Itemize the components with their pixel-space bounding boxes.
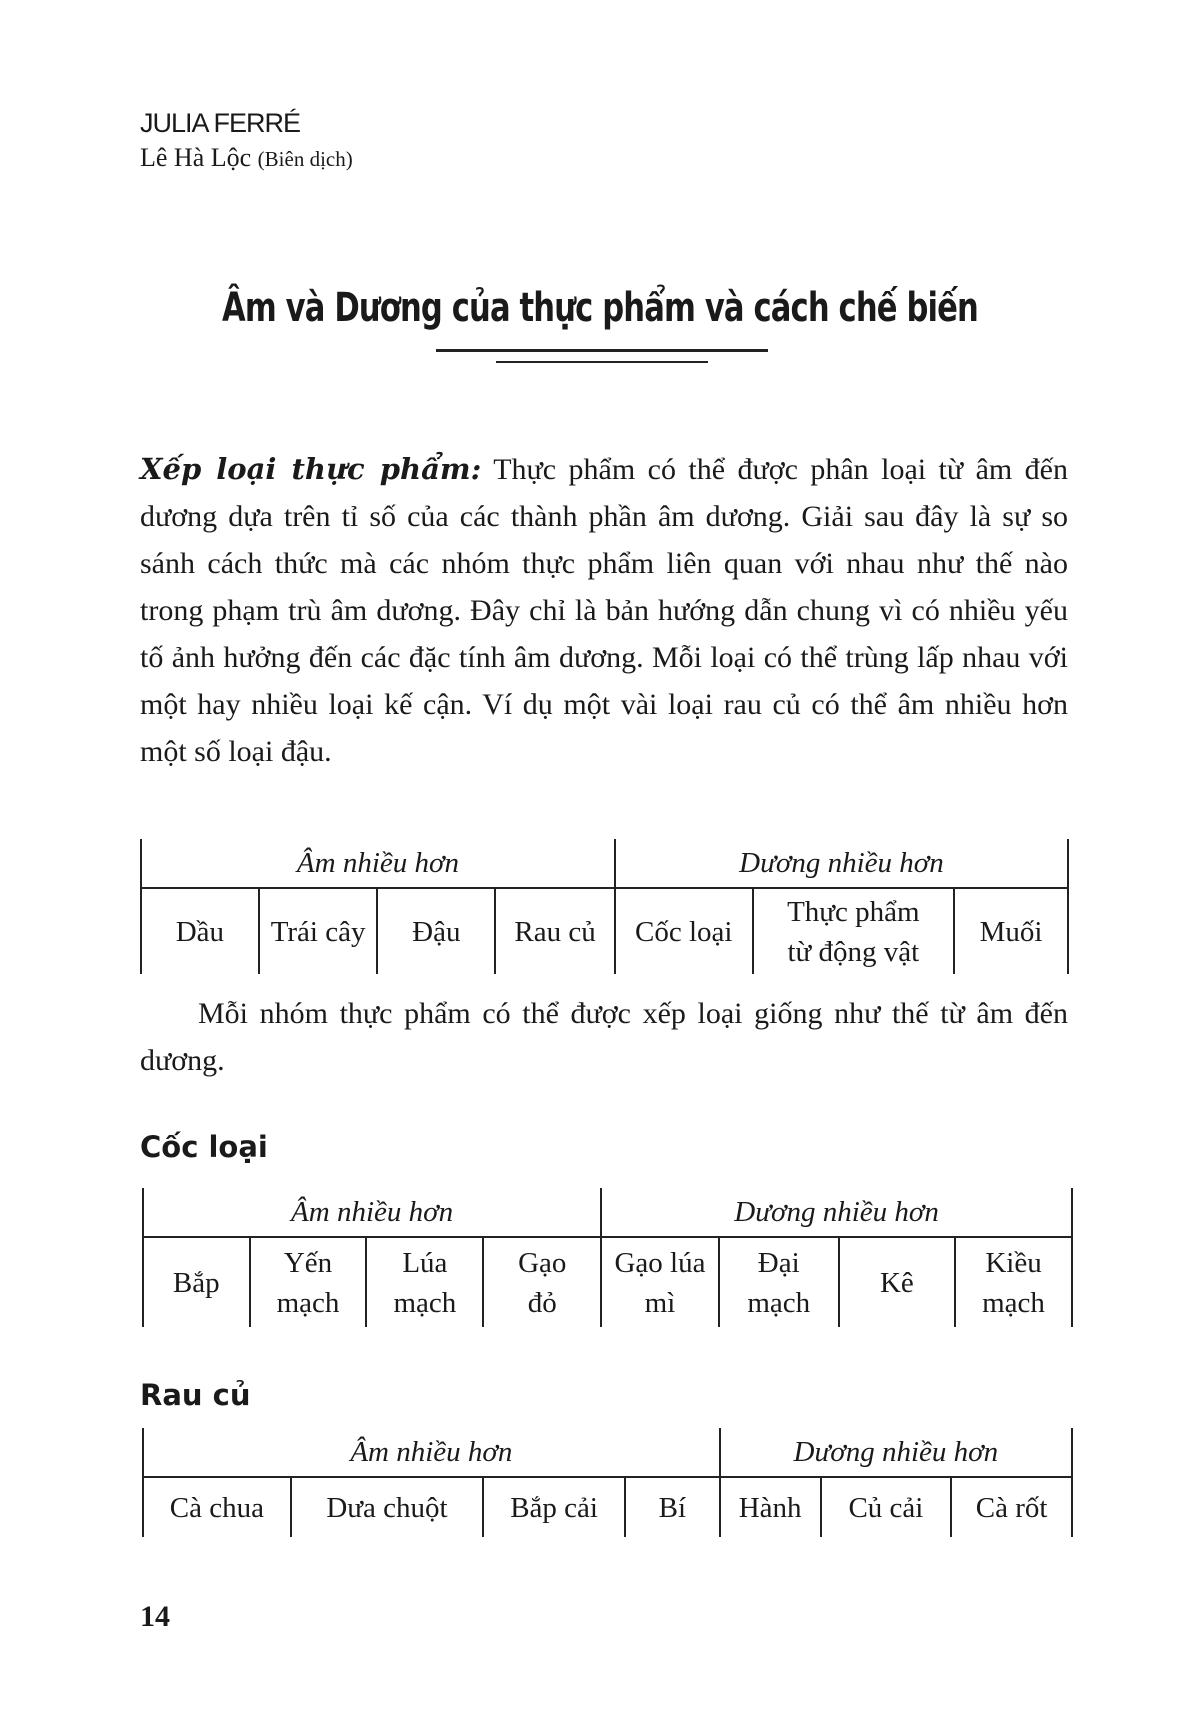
yin-yang-food-groups-table [140, 839, 1069, 974]
table-cell: Dưa chuột [291, 1477, 484, 1537]
intro-text: Thực phẩm có thể được phân loại từ âm đến dương dựa trên tỉ số của các thành phần âm dương. Giải sau đây là sự so sánh cách thức mà các nhóm thực phẩm liên quan với nhau như thế nào trong phạm trù âm dương. Đây chỉ là bản hướng dẫn chung vì có nhiều yếu tố ảnh hưởng đến các đặc tính âm dương. Mỗi loại có thể trùng lấp nhau với một hay nhiều loại kế cận. Ví dụ một vài loại rau củ có thể âm nhiều hơn một số loại đậu. [140, 453, 1068, 768]
vegetables-heading: Rau củ [140, 1378, 251, 1412]
yang-header: Dương nhiều hơn [615, 839, 1068, 888]
table-cell: Cà rốt [951, 1477, 1072, 1537]
paragraph-2: Mỗi nhóm thực phẩm có thể được xếp loại giống như thế từ âm đến dương. [140, 997, 1068, 1077]
translator-role: (Biên dịch) [257, 147, 353, 171]
table-cell: Bắp [143, 1237, 250, 1327]
translator [140, 143, 353, 173]
translator-name: Lê Hà Lộc [140, 143, 252, 172]
intro-paragraph [140, 446, 1068, 775]
page-number: 14 [140, 1600, 170, 1633]
title-underline-secondary [496, 361, 708, 363]
table-cell: Kê [839, 1237, 955, 1327]
intro-lead: Xếp loại thực phẩm: [140, 452, 482, 486]
page-title: Âm và Dương của thực phẩm và cách chế biến [222, 285, 978, 331]
table-cell: Cốc loại [615, 888, 753, 974]
table-cell: Gạo lúa mì [601, 1237, 719, 1327]
table-cell: Đại mạch [719, 1237, 839, 1327]
table-cell: Rau củ [495, 888, 615, 974]
grains-heading: Cốc loại [140, 1130, 268, 1164]
table-cell: Yến mạch [250, 1237, 367, 1327]
title-underline [436, 349, 768, 352]
table-cell: Muối [954, 888, 1068, 974]
table-cell: Lúa mạch [366, 1237, 483, 1327]
table-cell: Hành [720, 1477, 821, 1537]
yang-header: Dương nhiều hơn [720, 1428, 1072, 1477]
table-cell: Bí [625, 1477, 720, 1537]
table-cell: Kiều mạch [955, 1237, 1072, 1327]
yang-header: Dương nhiều hơn [601, 1188, 1072, 1237]
table-cell: Cà chua [143, 1477, 291, 1537]
yin-header: Âm nhiều hơn [141, 839, 615, 888]
yin-header: Âm nhiều hơn [143, 1428, 720, 1477]
table-cell: Dầu [141, 888, 259, 974]
vegetables-table [142, 1428, 1073, 1537]
table-cell: Bắp cải [483, 1477, 625, 1537]
author-name: JULIA FERRÉ [140, 108, 301, 138]
grains-table [142, 1188, 1073, 1327]
table-cell: Đậu [377, 888, 495, 974]
table-cell: Thực phẩm từ động vật [753, 888, 955, 974]
table-cell: Trái cây [259, 888, 378, 974]
yin-header: Âm nhiều hơn [143, 1188, 601, 1237]
table-cell: Củ cải [821, 1477, 952, 1537]
table-cell: Gạo đỏ [483, 1237, 601, 1327]
